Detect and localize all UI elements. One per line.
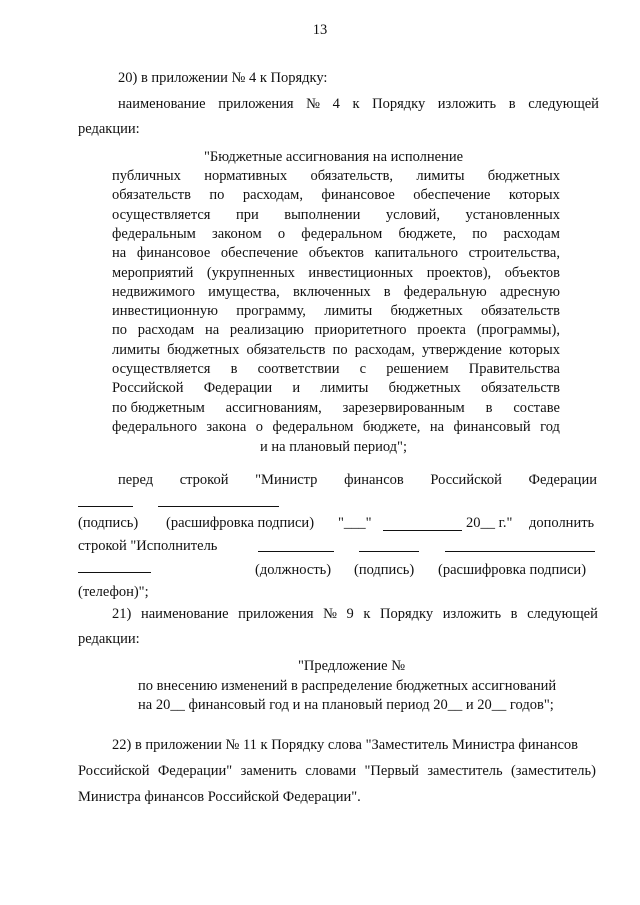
word: "Министр (255, 472, 318, 488)
word: Федерации (203, 380, 273, 397)
word: финансовое (136, 245, 211, 262)
date-blank-line (383, 530, 462, 531)
word: Российской (78, 763, 150, 779)
item22-text-line: 22) в приложении № 11 к Порядку слова "Заместитель Министра финансов (112, 737, 579, 753)
word: зарезервированным (342, 399, 465, 416)
word: Порядку (372, 96, 426, 112)
signature-year: 20__ г." (466, 515, 513, 531)
quote-line (112, 342, 560, 359)
word: бюджетных (487, 168, 560, 184)
word: недвижимого (112, 283, 196, 300)
word: № (306, 96, 321, 112)
word: по бюджетным (112, 399, 205, 416)
word: обязательств (246, 341, 326, 358)
item20-text-line (118, 96, 599, 113)
word: на (112, 245, 127, 262)
item22-text-line: Министра финансов Российской Федерации". (78, 789, 361, 805)
word: адресную (499, 283, 560, 300)
executor-blank-line (258, 551, 334, 552)
word: следующей (527, 606, 598, 622)
before-line-text (118, 472, 597, 489)
word: в (383, 283, 391, 300)
word: по (472, 225, 488, 242)
item22-text-line (78, 763, 596, 780)
word: (укрупненных (206, 264, 295, 281)
word: решением (386, 361, 449, 377)
word: изложить (442, 606, 502, 622)
word: бюджетных (167, 341, 240, 358)
word: объектов (308, 245, 365, 262)
item21-text-line: редакции: (78, 631, 140, 647)
word: законом (212, 225, 262, 242)
word: 21) (112, 606, 132, 622)
word: лимиты (320, 380, 369, 397)
word: которых (508, 341, 560, 358)
word: (заместитель) (510, 763, 596, 779)
word: лимиты (324, 303, 373, 320)
word: Порядку (380, 606, 434, 622)
word: строительства, (468, 245, 560, 262)
word: приоритетного (314, 322, 407, 339)
word: словами (305, 763, 357, 779)
quote-last-line: и на плановый период"; (260, 439, 407, 455)
word: строкой (179, 472, 229, 488)
word: приложения (238, 606, 314, 622)
phone-blank-line (78, 572, 151, 573)
executor-blank-line (359, 551, 419, 552)
word: 4 (332, 96, 340, 112)
word: обязательств (112, 187, 191, 204)
word: выполнении (284, 206, 361, 223)
word: финансов (344, 472, 404, 488)
signature-caption: (подпись) (78, 515, 139, 531)
quote-line (112, 322, 560, 339)
word: федерального (112, 418, 197, 435)
item21-text-line (112, 606, 598, 623)
quote-line (112, 284, 560, 301)
word: (программы), (476, 322, 560, 339)
word: инвестиционную (112, 303, 218, 320)
word: по (112, 322, 128, 339)
executor-phone: (телефон)"; (78, 584, 149, 600)
quote-line (112, 168, 560, 185)
word: наименование (118, 96, 206, 112)
signature-caption: (расшифровка подписи) (166, 515, 315, 531)
word: лимиты (416, 168, 465, 184)
quote-line (112, 187, 560, 204)
word: бюджете, (398, 225, 457, 242)
word: приложения (218, 96, 294, 112)
word: в (510, 606, 518, 622)
word: инвестиционных (308, 264, 414, 281)
quote-line (112, 226, 560, 243)
word: обязательств (481, 303, 560, 320)
quote-line (112, 361, 560, 378)
quote-line (112, 303, 560, 320)
word: обязательств (481, 380, 560, 397)
word: Федерации" (157, 763, 233, 779)
word: и (292, 380, 301, 397)
word: Федерации (528, 472, 597, 488)
word: к (363, 606, 371, 622)
word: условий, (385, 206, 440, 223)
word: обеспечение (220, 245, 299, 262)
word: ассигнованиям, (225, 399, 322, 416)
quote-line: по внесению изменений в распределение бюджетных ассигнований (138, 678, 557, 694)
word: заместитель (427, 763, 503, 779)
word: федеральном (301, 225, 383, 242)
quote-line (112, 400, 560, 417)
signature-blank-line (78, 506, 133, 507)
quote-line (112, 419, 560, 436)
word: реализацию (229, 322, 304, 339)
word: в (508, 96, 516, 112)
word: изложить (437, 96, 497, 112)
word: бюджетных (390, 303, 463, 320)
quote-line: на 20__ финансовый год и на плановый период 20__ и 20__ годов"; (138, 697, 554, 713)
quote-line (112, 380, 560, 397)
word: год (540, 418, 560, 435)
word: мероприятий (112, 264, 194, 281)
executor-caption: (должность) (255, 562, 332, 578)
word: программу, (236, 303, 306, 320)
word: соответствии (257, 361, 340, 377)
word: федеральном (272, 418, 354, 435)
word: о (277, 225, 286, 242)
quote-line: "Предложение № (298, 658, 406, 674)
word: бюджетных (388, 380, 461, 397)
quote-line (112, 245, 560, 262)
word: расходам, (354, 341, 415, 358)
page-number: 13 (312, 22, 328, 38)
word: установленных (465, 206, 560, 223)
word: на (429, 418, 445, 435)
word: перед (118, 472, 154, 488)
word: с (359, 361, 367, 377)
word: нормативных (204, 168, 288, 184)
word: 9 (346, 606, 354, 622)
word: публичных (112, 168, 181, 184)
word: в (485, 399, 493, 416)
executor-line: строкой "Исполнитель (78, 538, 218, 554)
word: расходам, (242, 187, 303, 204)
word: утверждение (421, 341, 502, 358)
word: по (209, 187, 225, 204)
word: объектов (504, 264, 560, 281)
word: осуществляется (112, 206, 211, 223)
word: имущества, (208, 283, 280, 300)
word: о (255, 418, 264, 435)
word: финансовый (453, 418, 531, 435)
word: обеспечение (413, 187, 491, 204)
word: № (323, 606, 337, 622)
word: Российской (430, 472, 502, 488)
executor-caption: (расшифровка подписи) (438, 562, 587, 578)
word: расходам (137, 322, 195, 339)
word: закона (206, 418, 247, 435)
word: наименование (140, 606, 229, 622)
word: бюджете, (362, 418, 421, 435)
word: расходам (503, 225, 560, 242)
word: на (204, 322, 220, 339)
word: к (352, 96, 360, 112)
executor-caption: (подпись) (354, 562, 415, 578)
quote-line (112, 265, 560, 282)
word: осуществляется (112, 361, 211, 377)
signature-date-quote: "___" (338, 515, 372, 531)
word: которых (508, 187, 560, 204)
quote-line (112, 207, 560, 224)
word: проекта (417, 322, 466, 339)
word: в (230, 361, 238, 377)
word: составе (513, 399, 560, 416)
word: при (235, 206, 259, 223)
word: обязательств, (310, 168, 394, 184)
signature-supplement: дополнить (529, 515, 595, 531)
quote-first-line: "Бюджетные ассигнования на исполнение (204, 149, 464, 165)
executor-blank-line (445, 551, 595, 552)
word: следующей (528, 96, 599, 112)
word: федеральную (403, 283, 487, 300)
word: Российской (112, 380, 184, 397)
word: по (332, 341, 348, 358)
word: финансовое (321, 187, 395, 204)
word: включенных (292, 283, 371, 300)
item20-intro: 20) в приложении № 4 к Порядку: (118, 70, 328, 86)
word: проектов), (426, 264, 492, 281)
word: "Первый (364, 763, 419, 779)
word: лимиты (112, 341, 161, 358)
word: заменить (240, 763, 297, 779)
word: Правительства (468, 361, 560, 377)
signature-blank-line (158, 506, 279, 507)
word: капитального (374, 245, 459, 262)
item20-text-line: редакции: (78, 121, 140, 137)
word: федеральным (112, 225, 196, 242)
